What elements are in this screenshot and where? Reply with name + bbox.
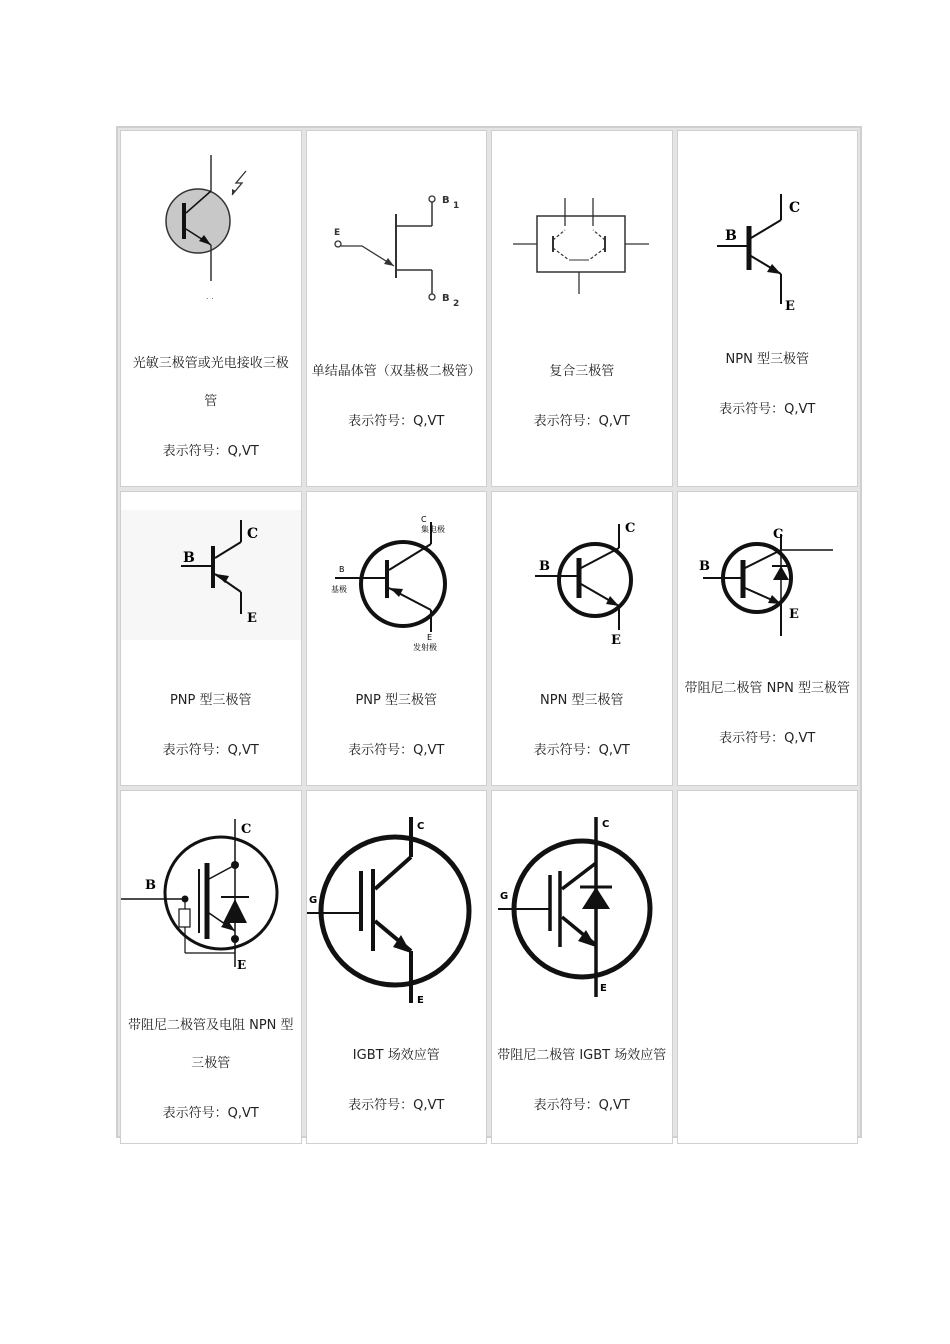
cell-npn-diode-resistor (120, 790, 302, 1144)
label-c: C (421, 515, 427, 524)
ujt-symbol (307, 186, 487, 316)
cell-empty (677, 790, 859, 1144)
npn-circle-symbol (492, 518, 672, 648)
symbol-table (116, 126, 862, 1138)
label-collector: 集电极 (421, 525, 446, 534)
device-name: 带阻尼二极管 NPN 型三极管 (684, 681, 851, 696)
device-name: 单结晶体管（双基极二极管） (311, 364, 481, 379)
designator: 表示符号：Q,VT (348, 1098, 445, 1113)
designator: 表示符号：Q,VT (348, 743, 445, 758)
label-emitter: 发射极 (413, 643, 438, 652)
darlington-symbol (492, 186, 672, 306)
label-c: C (624, 521, 636, 536)
label-c: C (241, 822, 252, 837)
npn-symbol (678, 186, 858, 316)
designator: 表示符号：Q,VT (162, 444, 259, 459)
label-e: E (416, 995, 424, 1006)
label-e: E (237, 958, 247, 972)
label-b: B (183, 550, 195, 566)
cell-npn-1 (677, 130, 859, 487)
label-c: C (416, 821, 424, 832)
label-base: 基极 (331, 585, 348, 594)
label-e: E (427, 633, 433, 642)
label-c: C (602, 819, 610, 830)
cell-pnp-1 (120, 491, 302, 786)
label-b: B (339, 565, 345, 574)
cell-igbt (306, 790, 488, 1144)
label-b: B (145, 878, 156, 893)
label-e: E (600, 983, 607, 994)
cell-text (121, 345, 301, 471)
svg-text:. .: . . (205, 292, 214, 301)
cell-npn-2 (491, 491, 673, 786)
label-e: E (785, 299, 796, 314)
cell-text (492, 353, 672, 441)
cell-darlington (491, 130, 673, 487)
cell-text (307, 1037, 487, 1125)
npn-diode-resistor-symbol (121, 813, 301, 973)
label-e: E (247, 611, 257, 626)
label-e: E (334, 228, 341, 238)
label-g: G (500, 891, 509, 902)
cell-text (307, 682, 487, 770)
device-name: 复合三极管 (549, 364, 615, 379)
cell-npn-diode (677, 491, 859, 786)
label-b: B (538, 559, 550, 574)
label-e: E (610, 633, 621, 648)
npn-diode-symbol (678, 522, 858, 642)
designator: 表示符号：Q,VT (348, 414, 445, 429)
device-name-line1: 光敏三极管或光电接收三极 (132, 356, 289, 371)
cell-phototransistor (120, 130, 302, 487)
cell-text (678, 670, 858, 758)
cell-text (307, 353, 487, 441)
cell-igbt-diode (491, 790, 673, 1144)
igbt-diode-symbol (492, 813, 672, 1003)
device-name: IGBT 场效应管 (352, 1048, 440, 1063)
label-g: G (308, 895, 317, 906)
device-name: PNP 型三极管 (355, 693, 438, 708)
designator: 表示符号：Q,VT (719, 402, 816, 417)
label-b2-sub: 2 (453, 299, 460, 309)
designator: 表示符号：Q,VT (533, 1098, 630, 1113)
label-b1-sub: 1 (453, 201, 460, 211)
label-e: E (789, 607, 800, 622)
label-b2: B (442, 293, 450, 304)
cell-text (492, 1037, 672, 1125)
pnp-symbol (121, 510, 301, 640)
designator: 表示符号：Q,VT (533, 414, 630, 429)
device-name: NPN 型三极管 (725, 352, 809, 367)
cell-text (492, 682, 672, 770)
igbt-symbol (307, 811, 487, 1011)
designator: 表示符号：Q,VT (162, 1106, 259, 1121)
label-b: B (725, 228, 738, 244)
cell-text (678, 341, 858, 429)
label-b1: B (442, 195, 450, 206)
device-name: 带阻尼二极管 IGBT 场效应管 (497, 1048, 667, 1063)
device-name-line2: 管 (204, 394, 218, 409)
phototransistor-symbol (121, 151, 301, 301)
designator: 表示符号：Q,VT (719, 731, 816, 746)
label-b: B (699, 559, 711, 574)
label-c: C (773, 527, 784, 542)
label-c: C (789, 200, 801, 216)
label-c: C (247, 526, 259, 542)
designator: 表示符号：Q,VT (162, 743, 259, 758)
cell-text (121, 1007, 301, 1133)
cell-pnp-2 (306, 491, 488, 786)
device-name: NPN 型三极管 (540, 693, 624, 708)
device-name-line1: 带阻尼二极管及电阻 NPN 型 (127, 1018, 294, 1033)
pnp-circle-symbol (307, 514, 487, 654)
cell-text (121, 682, 301, 770)
designator: 表示符号：Q,VT (533, 743, 630, 758)
device-name-line2: 三极管 (191, 1056, 231, 1071)
cell-ujt (306, 130, 488, 487)
device-name: PNP 型三极管 (169, 693, 252, 708)
